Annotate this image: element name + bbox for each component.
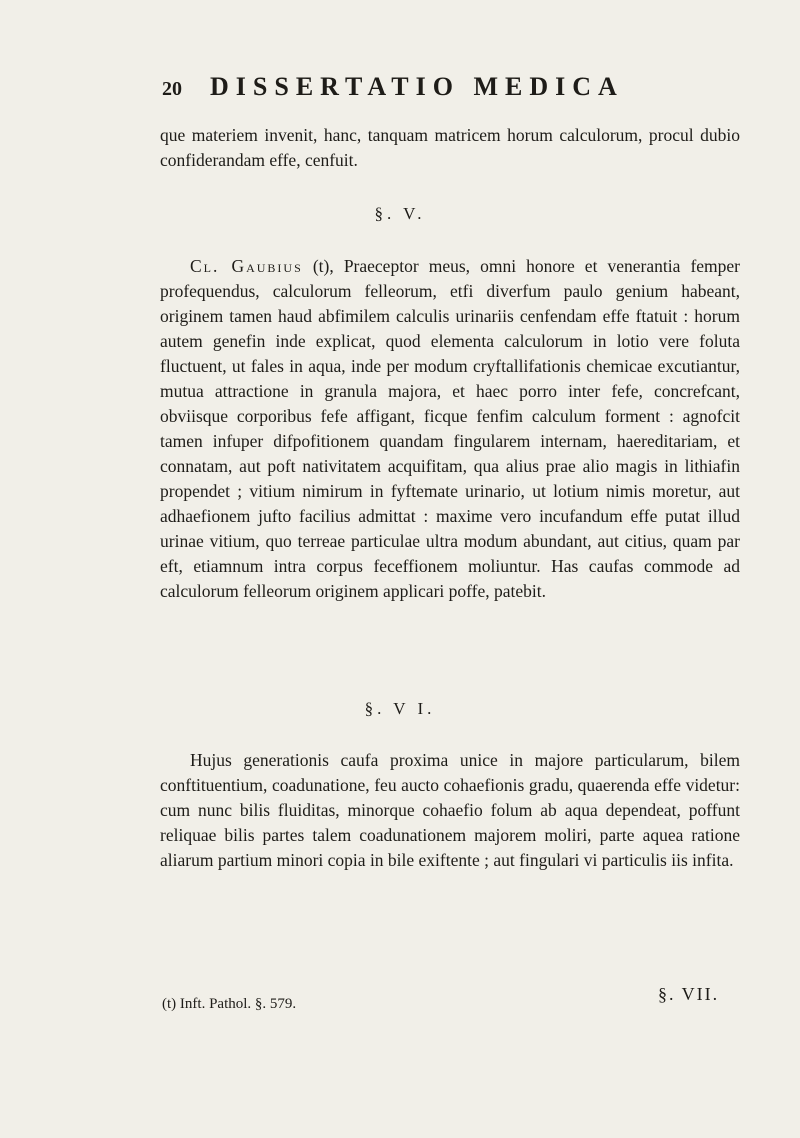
- footnote: (t) Inft. Pathol. §. 579.: [162, 996, 297, 1012]
- intro-text: que materiem invenit, hanc, tanquam matricem horum calculorum, procul dubio confiderandam effe, cenfuit.: [160, 125, 740, 170]
- section-v-text: , Praeceptor meus, omni honore et venerantia femper profequendus, calculorum felleorum, etfi diverfum paulo genium habeant, originem tamen haud abfimilem calculis urinariis cenfendam effe ftatuit : horum autem genefin inde explicat, quod elementa calculorum in lotio vere foluta fluctuent, ut fales in aqua, inde per modum cryftallifationis chemicae excutiantur, mutua attractione in granula majora, et haec porro inter fefe, concrefcant, obviisque corporibus fefe affigant, ficque fenfim calculum forment : agnofcit tamen infuper difpofitionem quandam fingularem internam, haereditariam, et connatam, aut poft nativitatem acquifitam, qua alius prae alio magis in lithiafin propendet ; vitium nimirum in fyftemate urinario, ut lotium nimis moretur, aut adhaefionem jufto facilius admittat : maxime vero incufandum effe putat illud urinae vitium, quo terreae particulae ultra modum abundant, aut citius, quam par eft, etiamnum intra corpus feceffionem moliuntur. Has caufas commode ad calculorum felleorum originem applicari poffe, patebit.: [160, 256, 741, 601]
- author-name: Cl. Gaubius: [190, 256, 303, 276]
- footnote-ref: (t): [312, 256, 330, 276]
- section-v-heading: §. V.: [374, 204, 426, 223]
- section-vi-text: Hujus generationis caufa proxima unice in majore particularum, bilem conftituentium, coadunatione, feu aucto cohaefionis gradu, quaerenda effe videtur: cum nunc bilis fluiditas, minorque cohaefio folum ab aqua dependeat, poffunt reliquae bilis partes talem coadunationem majorem moliri, parte aquea ratione aliarum partium minori copia in bile exiftente ; aut fingulari vi particulis iis infita.: [160, 750, 740, 870]
- section-v-body: [160, 254, 740, 604]
- section-vi-heading: §. V I.: [364, 699, 436, 718]
- running-header: [162, 72, 762, 102]
- page-number: 20: [162, 78, 182, 100]
- section-v-paragraph: [160, 254, 740, 604]
- intro-paragraph: [160, 123, 740, 173]
- running-title: DISSERTATIO MEDICA: [210, 72, 624, 101]
- catchword: §. VII.: [658, 984, 720, 1004]
- section-vi-body: [160, 748, 740, 873]
